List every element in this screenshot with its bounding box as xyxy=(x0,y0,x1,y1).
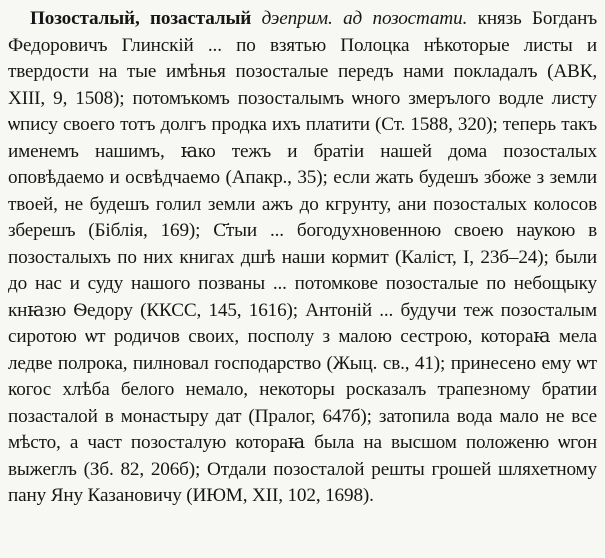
entry-grammar-note: дэеприм. ад позостати. xyxy=(261,8,468,29)
entry-headword: Позосталый, позасталый xyxy=(30,8,252,29)
dictionary-entry xyxy=(8,6,597,510)
entry-body: князь Богданъ Федоровичъ Глинскій ... по взятью Полоцка нѣкоторые листы и твердости на тые имѣнья позосталые передъ нами покладалъ (АВК, XIII, 9, 1508); потомъкомъ позосталымъ ѡного змерълого водле листу ѡпису своего тотъ долгъ продка ихъ платити (Ст. 1588, 320); теперь такъ именемъ нашимъ, ꙗко тежъ и братіи нашей дома позосталых оповѣдаемо и освѣдчаемо (Апакр., 35); если жать будешъ збоже з земли твоей, не будешъ голил земли ажъ до кгрунту, ани позосталых колосов зберешъ (Біблія, 169); С҃тыи ... богодухновенною своею наукою в позосталыхъ по них книгах дшѣ наши кормит (Каліст, I, 23б–24); были до нас и суду нашого позваны ... потомкове позосталые по небощыку кнꙗзю Ѳедору (ККСС, 145, 1616); Антоній ... будучи теж позосталым сиротою ѡт родичов своих, посполу з малою сестрою, котораꙗ мела ледве полрока, пилновал господарство (Жыц. св., 41); принесено ему ѡт когос хлѣба белого немало, некоторы росказалъ трапезному братии позасталой в монастыру дат (Пралог, 647б); затопила вода мало не все мѣсто, а част позосталую котораꙗ была на высшом положеню ѡгон выжеглъ (Зб. 82, 206б); Отдали позосталой решты грошей шляхетному пану Яну Казановичу (ИЮМ, XII, 102, 1698). xyxy=(8,8,597,506)
